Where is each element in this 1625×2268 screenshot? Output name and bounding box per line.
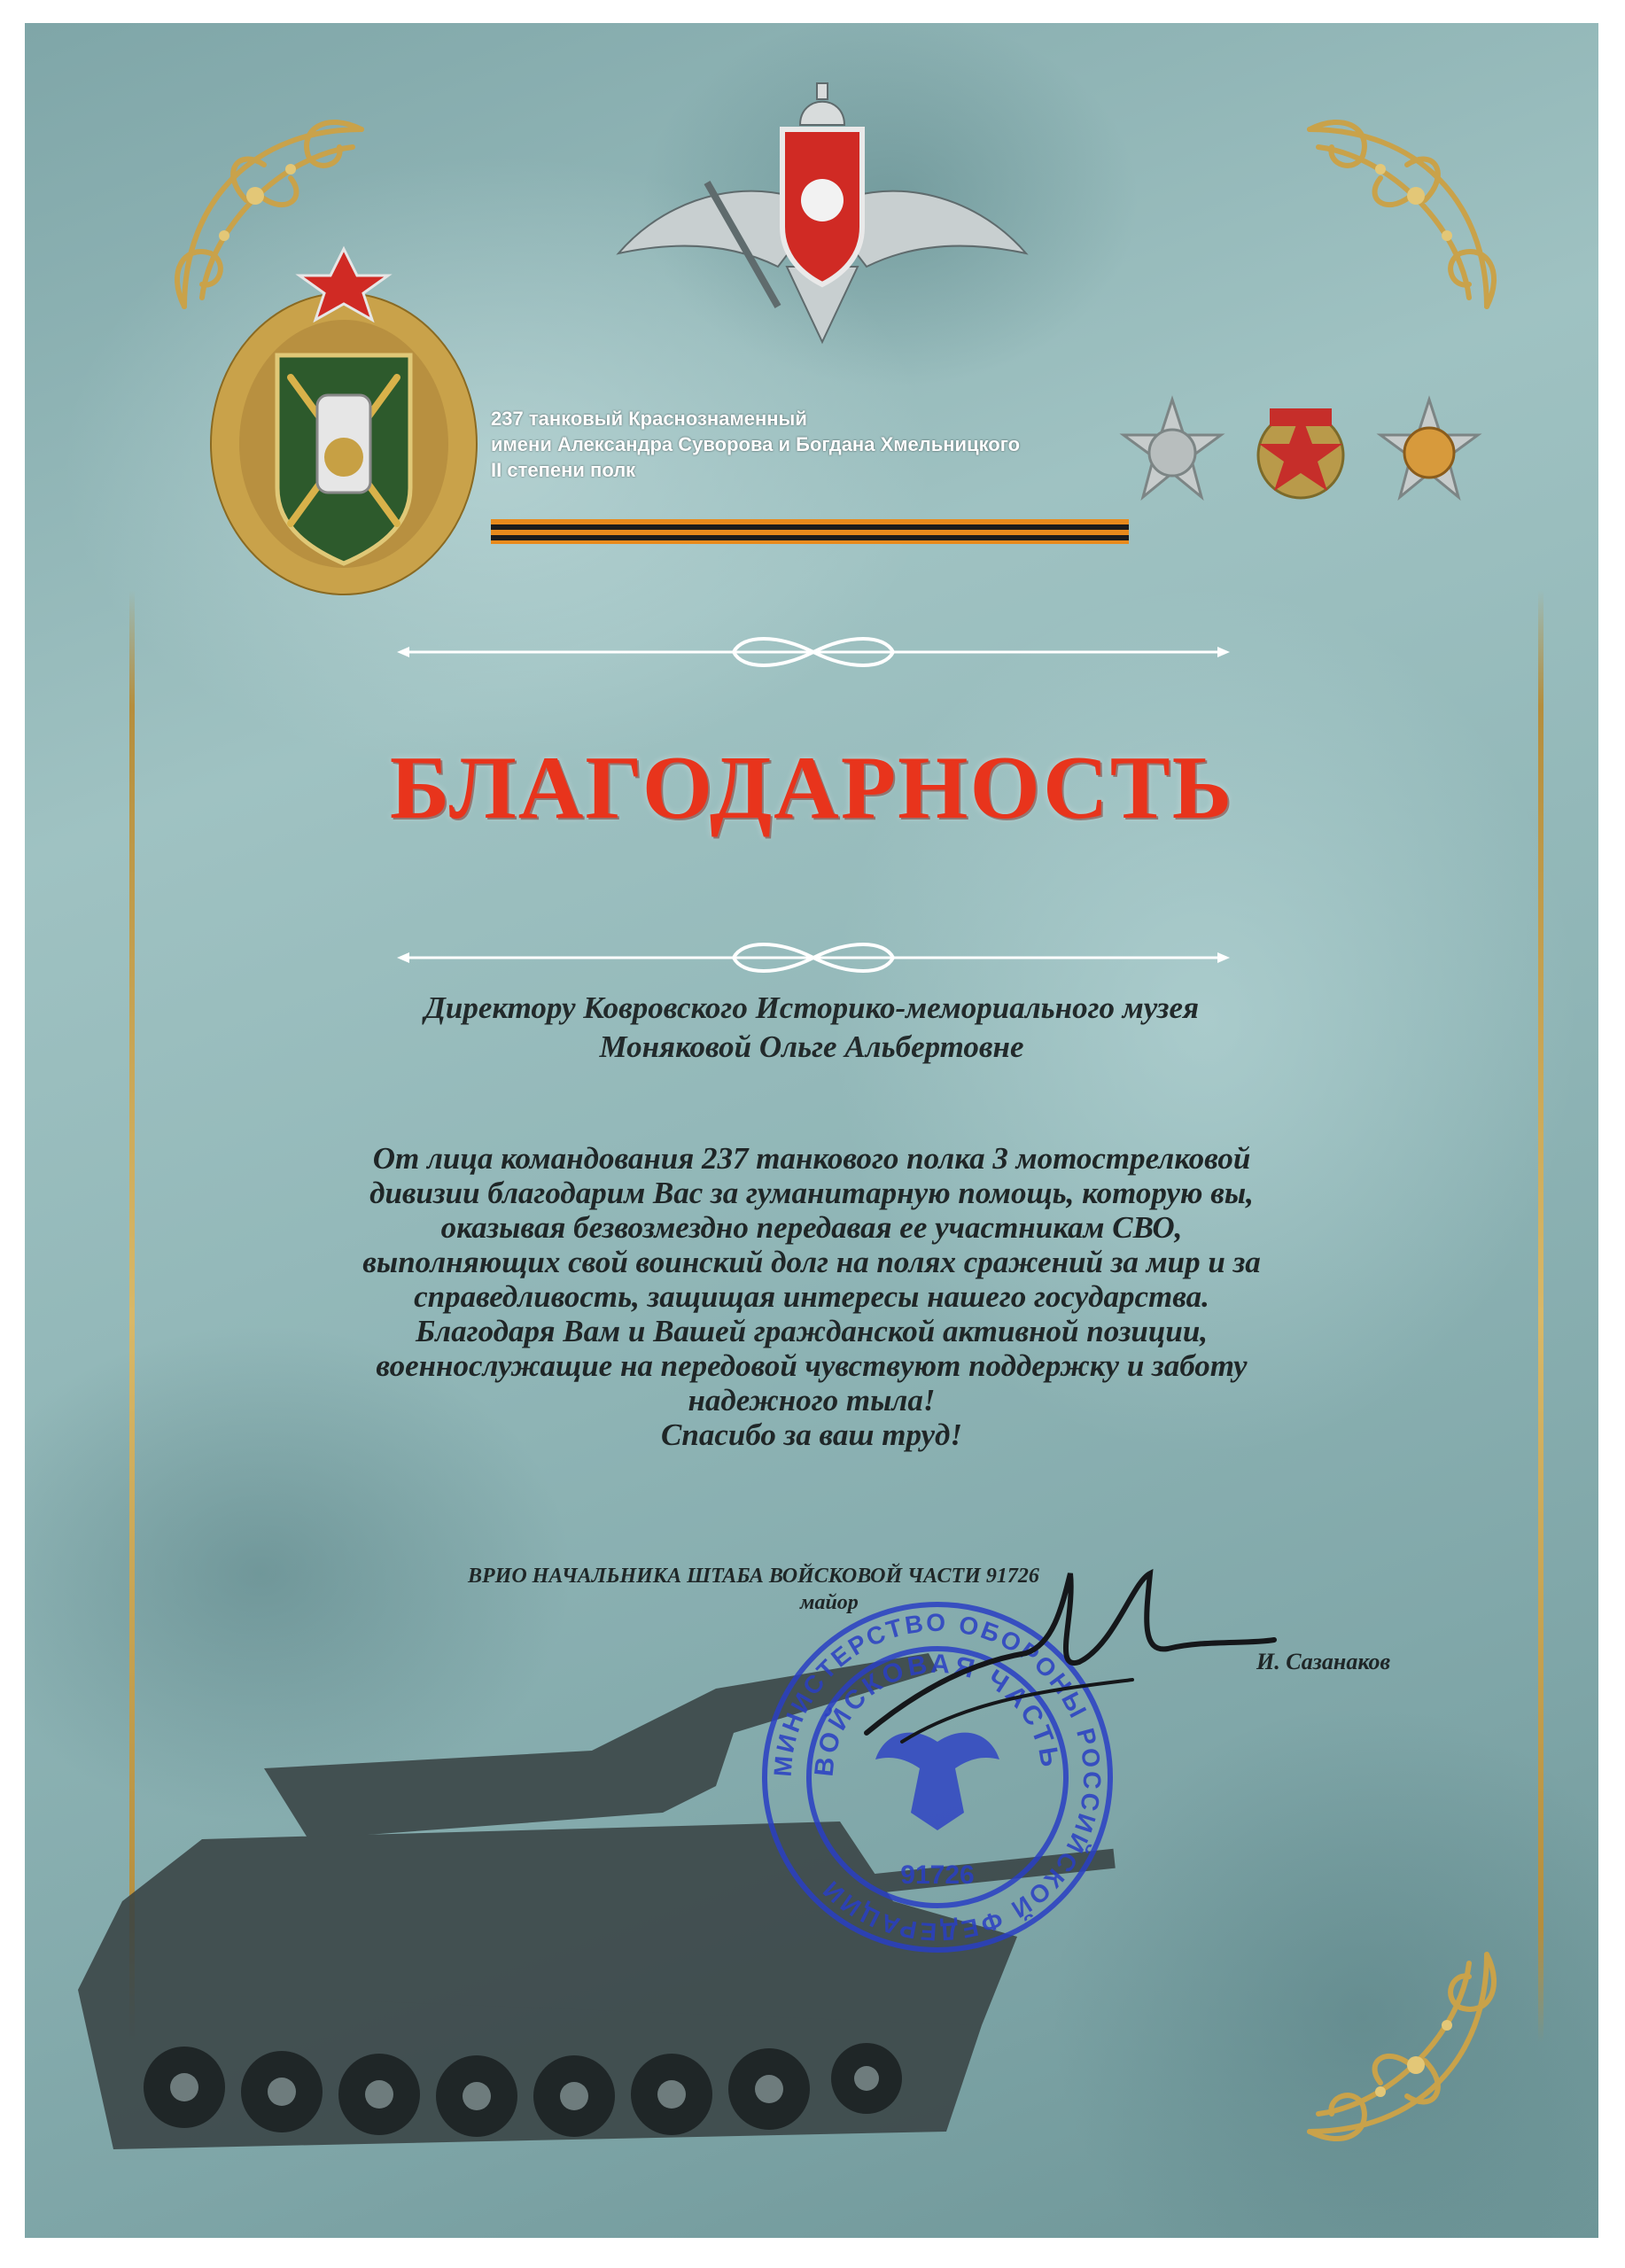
body-line: дивизии благодарим Вас за гуманитарную помощь, которую вы, xyxy=(369,1176,1254,1210)
corner-ornament-top-right xyxy=(1256,94,1522,360)
signatory-rank: майор xyxy=(800,1591,859,1614)
body-line: военнослужащие на передовой чувствуют поддержку и заботу xyxy=(376,1348,1248,1383)
divider-ornament-bottom xyxy=(397,940,1230,975)
certificate-title: БЛАГОДАРНОСТЬ xyxy=(389,738,1234,838)
stamp-number: 91726 xyxy=(900,1860,975,1890)
order-khmelnitsky-icon xyxy=(1372,395,1487,510)
unit-name-line: 237 танковый Краснознаменный xyxy=(491,408,807,430)
handwritten-signature xyxy=(849,1556,1292,1768)
body-line: Благодаря Вам и Вашей гражданской активной позиции, xyxy=(415,1314,1209,1348)
regiment-badge-icon xyxy=(193,222,494,612)
signatory-name: И. Сазанаков xyxy=(1256,1649,1391,1674)
body-line: справедливость, защищая интересы нашего государства. xyxy=(414,1279,1209,1314)
unit-name-line: имени Александра Суворова и Богдана Хмельницкого xyxy=(491,433,1021,455)
stamp-inner-text: ВОЙСКОВАЯ ЧАСТЬ xyxy=(809,1649,1066,1778)
certificate-sheet xyxy=(25,23,1598,2238)
addressee-line: Моняковой Ольге Альбертовне xyxy=(599,1029,1024,1064)
signatory-title: ВРИО НАЧАЛЬНИКА ШТАБА ВОЙСКОВОЙ ЧАСТИ 91726 xyxy=(468,1565,1039,1588)
addressee-line: Директору Ковровского Историко-мемориального музея xyxy=(424,990,1200,1025)
body-line: надежного тыла! xyxy=(688,1383,936,1418)
stamp-outer-text: МИНИСТЕРСТВО ОБОРОНЫ РОССИЙСКОЙ ФЕДЕРАЦИИ xyxy=(768,1608,1107,1946)
body-line: выполняющих свой воинский долг на полях сражений за мир и за xyxy=(362,1245,1261,1279)
body-line: От лица командования 237 танкового полка 3 мотострелковой xyxy=(372,1141,1251,1176)
corner-ornament-bottom-right xyxy=(1256,1901,1522,2167)
body-line: Спасибо за ваш труд! xyxy=(661,1418,962,1452)
eagle-emblem-icon xyxy=(601,76,1044,360)
order-red-banner-icon xyxy=(1243,395,1358,510)
body-text xyxy=(255,1141,1368,1452)
st-george-ribbon xyxy=(491,519,1129,544)
unit-name xyxy=(491,406,1164,483)
order-suvorov-icon xyxy=(1115,395,1230,510)
addressee xyxy=(25,989,1598,1067)
unit-name-line: II степени полк xyxy=(491,459,636,481)
divider-ornament-top xyxy=(397,634,1230,670)
body-line: оказывая безвозмездно передавая ее участникам СВО, xyxy=(440,1210,1183,1245)
